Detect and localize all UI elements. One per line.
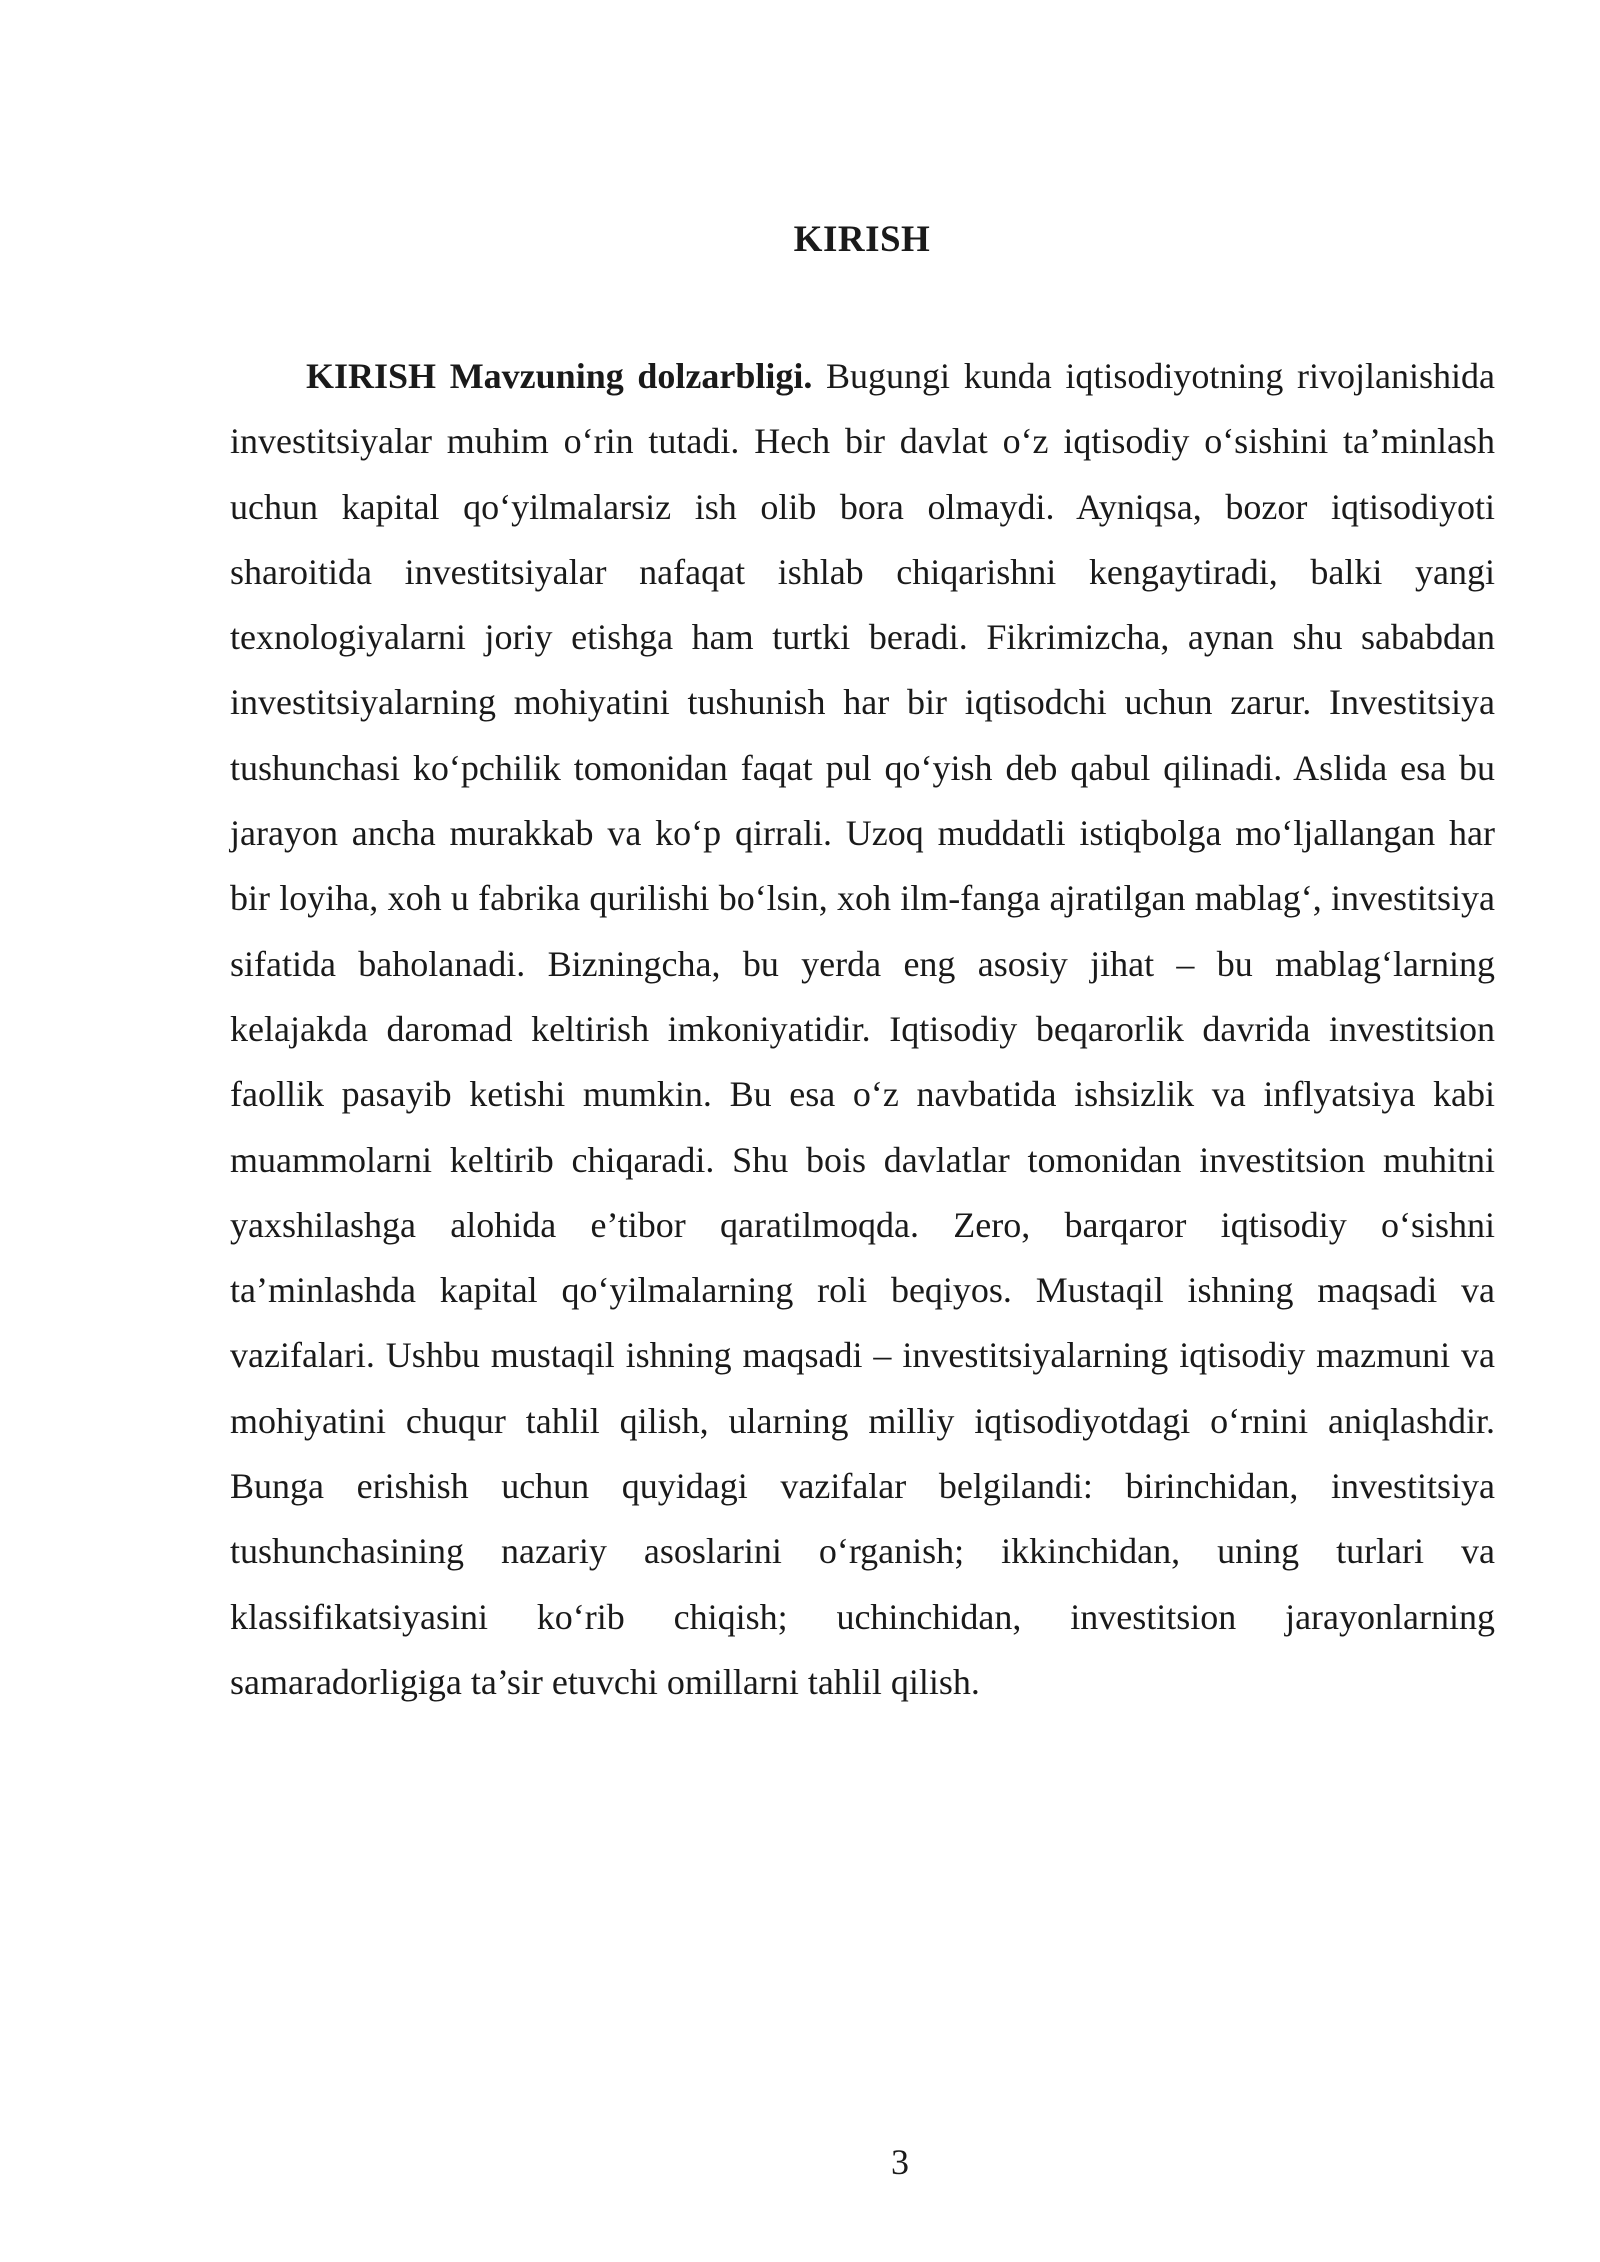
paragraph-lead: KIRISH Mavzuning dolzarbligi. (306, 356, 813, 396)
body-paragraph (230, 344, 1495, 1715)
section-heading: KIRISH (793, 219, 931, 260)
page-number: 3 (891, 2142, 909, 2182)
paragraph-text: Bugungi kunda iqtisodiyotning rivojlanishida investitsiyalar muhim o‘rin tutadi. Hech bir davlat o‘z iqtisodiy o‘sishini ta’minlash uchun kapital qo‘yilmalarsiz ish olib bora olmaydi. Ayniqsa, bozor iqtisodiyoti sharoitida investitsiyalar nafaqat ishlab chiqarishni kengaytiradi, balki yangi texnologiyalarni joriy etishga ham turtki beradi. Fikrimizcha, aynan shu sababdan investitsiyalarning mohiyatini tushunish har bir iqtisodchi uchun zarur. Investitsiya tushunchasi ko‘pchilik tomonidan faqat pul qo‘yish deb qabul qilinadi. Aslida esa bu jarayon ancha murakkab va ko‘p qirrali. Uzoq muddatli istiqbolga mo‘ljallangan har bir loyiha, xoh u fabrika qurilishi bo‘lsin, xoh ilm-fanga ajratilgan mablag‘, investitsiya sifatida baholanadi. Bizningcha, bu yerda eng asosiy jihat – bu mablag‘larning kelajakda daromad keltirish imkoniyatidir. Iqtisodiy beqarorlik davrida investitsion faollik pasayib ketishi mumkin. Bu esa o‘z navbatida ishsizlik va inflyatsiya kabi muammolarni keltirib chiqaradi. Shu bois davlatlar tomonidan investitsion muhitni yaxshilashga alohida e’tibor qaratilmoqda. Zero, barqaror iqtisodiy o‘sishni ta’minlashda kapital qo‘yilmalarning roli beqiyos. Mustaqil ishning maqsadi va vazifalari. Ushbu mustaqil ishning maqsadi – investitsiyalarning iqtisodiy mazmuni va mohiyatini chuqur tahlil qilish, ularning milliy iqtisodiyotdagi o‘rnini aniqlashdir. Bunga erishish uchun quyidagi vazifalar belgilandi: birinchidan, investitsiya tushunchasining nazariy asoslarini o‘rganish; ikkinchidan, uning turlari va klassifikatsiyasini ko‘rib chiqish; uchinchidan, investitsion jarayonlarning samaradorligiga ta’sir etuvchi omillarni tahlil qilish. (230, 356, 1495, 1702)
